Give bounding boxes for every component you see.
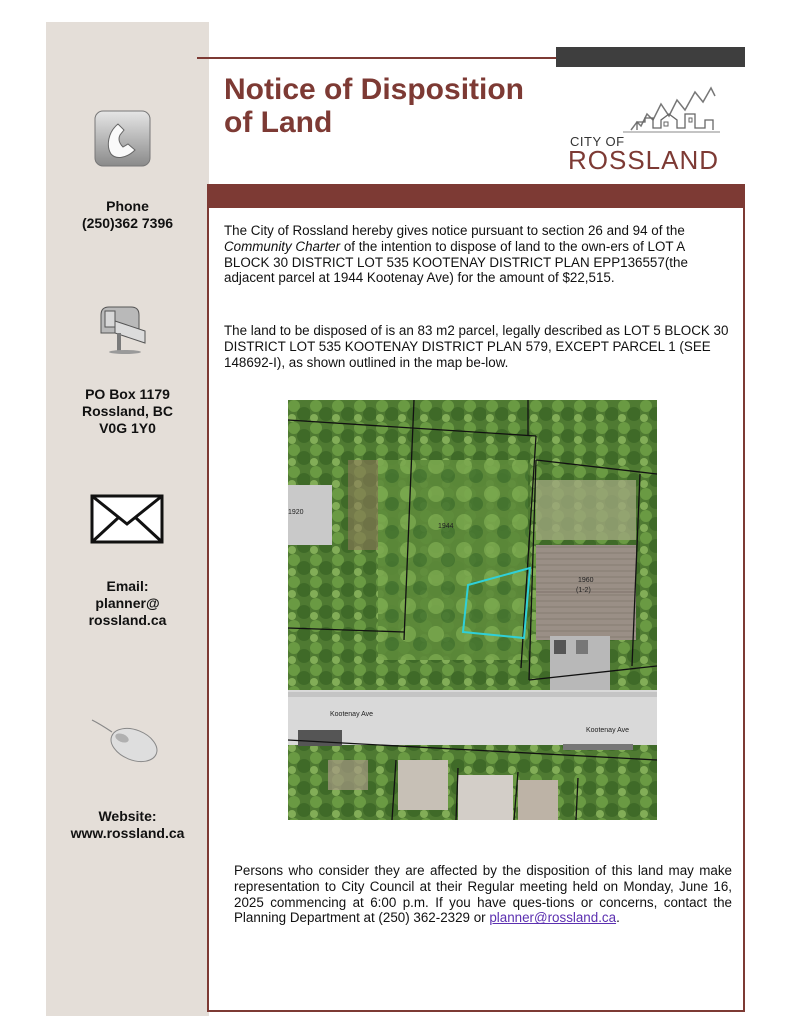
website-contact: [46, 808, 209, 842]
title-line-1: Notice of Disposition: [224, 73, 524, 106]
header-rule: [197, 57, 557, 59]
title-line-2: of Land: [224, 106, 333, 139]
notice-paragraph-3: [234, 863, 732, 926]
map-label-1920: 1920: [288, 509, 304, 516]
p3-text: Persons who consider they are affected by the disposition of this land may make representation to City Council at their Regular meeting held on Monday, June 16, 2025 commencing at 6:00 p.m. If you have ques-tions or concerns, contact the Planning Department at (250) 362-2329 or: [234, 863, 732, 926]
phone-contact: [46, 198, 209, 232]
p1-italic: Community Charter: [224, 238, 341, 254]
map-label-1944: 1944: [438, 523, 454, 530]
parcel-map: [288, 400, 657, 820]
planner-email-link[interactable]: planner@rossland.ca: [489, 910, 617, 926]
email-label: Email:: [106, 578, 149, 594]
notice-paragraph-1: [224, 223, 732, 286]
mouse-icon: [90, 718, 162, 766]
address-line-3: V0G 1Y0: [99, 420, 156, 436]
logo-city-of: CITY OF: [570, 134, 625, 149]
header-dark-bar: [556, 47, 745, 67]
map-label-1960: 1960: [578, 577, 594, 584]
map-street-label-left: Kootenay Ave: [330, 711, 374, 718]
map-street-label-right: Kootenay Ave: [586, 727, 630, 734]
page-title: [224, 73, 524, 139]
email-line-2[interactable]: rossland.ca: [88, 612, 167, 628]
city-logo: [565, 84, 740, 175]
map-label-1960-sub: (1-2): [576, 587, 591, 594]
website-link[interactable]: www.rossland.ca: [70, 825, 185, 841]
mailbox-icon: [95, 303, 151, 355]
logo-rossland: ROSSLAND: [568, 145, 720, 175]
p1-text-b: of the intention to dispose of land to the own-ers of LOT A BLOCK 30 DISTRICT LOT 535 KOOTENAY DISTRICT PLAN EPP136557(the adjacent parcel at 1944 Kootenay Ave) for the amount of $22,515.: [224, 238, 688, 286]
website-label: Website:: [98, 808, 157, 824]
envelope-icon: [90, 494, 164, 544]
email-line-1[interactable]: planner@: [95, 595, 160, 611]
address-line-1: PO Box 1179: [85, 386, 170, 402]
address-line-2: Rossland, BC: [81, 403, 173, 419]
email-contact: [46, 578, 209, 629]
phone-number: (250)362 7396: [81, 215, 174, 231]
p1-text-a: The City of Rossland hereby gives notice pursuant to section 26 and 94 of the: [224, 223, 685, 238]
phone-label: Phone: [106, 198, 149, 214]
mailing-address: [46, 386, 209, 437]
phone-icon: [94, 110, 151, 167]
p3-end: .: [616, 910, 620, 926]
notice-paragraph-2: The land to be disposed of is an 83 m2 parcel, legally described as LOT 5 BLOCK 30 DISTRICT LOT 535 KOOTENAY DISTRICT PLAN 579, EXCEPT PARCEL 1 (SEE 148692-I), as shown outlined in the map be-low.: [224, 323, 729, 370]
